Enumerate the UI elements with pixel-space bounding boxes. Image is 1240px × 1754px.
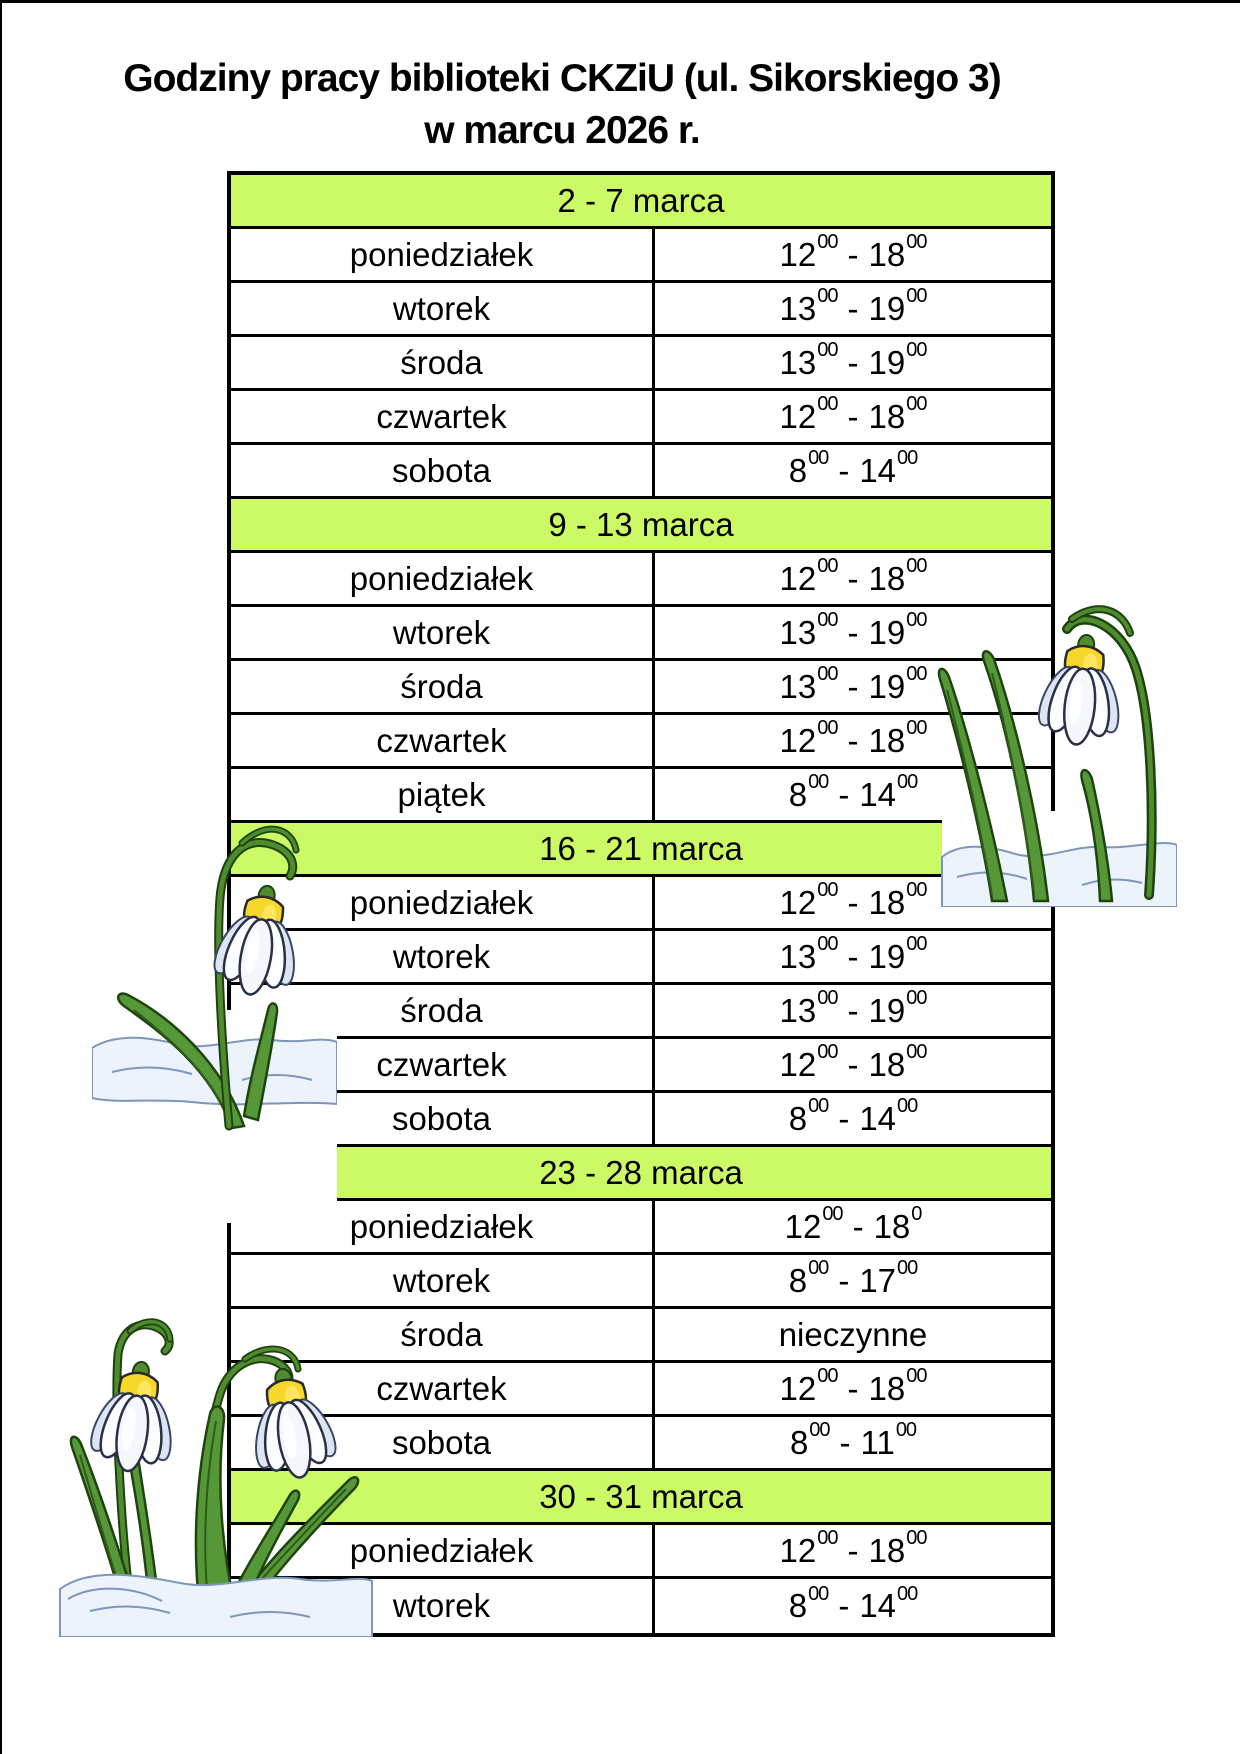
hours-separator: - (838, 1099, 850, 1137)
week-section-header: 9 - 13 marca (231, 499, 1051, 553)
open-minutes-sup: 00 (817, 555, 838, 577)
schedule-row (231, 391, 1051, 445)
open-hour: 8 (788, 1261, 808, 1299)
hours-separator: - (847, 883, 859, 921)
open-hour: 13 (779, 613, 817, 651)
open-minutes-sup: 00 (808, 1257, 829, 1279)
day-cell: sobota (231, 1417, 655, 1468)
schedule-row (231, 337, 1051, 391)
snowdrop-bottom-left-illustration (50, 1159, 375, 1637)
close-hour: 18 (868, 235, 906, 273)
hours-cell (655, 1093, 1051, 1144)
hours-cell (655, 283, 1051, 334)
closed-label: nieczynne (778, 1315, 928, 1353)
day-cell: czwartek (231, 715, 655, 766)
open-minutes-sup: 00 (808, 1582, 829, 1605)
hours-cell (655, 1579, 1051, 1633)
close-hour: 14 (859, 451, 897, 489)
open-hour: 8 (788, 1099, 808, 1137)
close-minutes-sup: 00 (906, 717, 927, 739)
day-cell: czwartek (231, 391, 655, 442)
day-cell: poniedziałek (231, 229, 655, 280)
open-hour: 8 (788, 775, 808, 813)
open-minutes-sup: 00 (822, 1203, 843, 1225)
open-hour: 13 (779, 343, 817, 381)
schedule-row (231, 1039, 1051, 1093)
close-hour: 18 (868, 1369, 906, 1407)
day-cell: wtorek (231, 1255, 655, 1306)
hours-separator: - (839, 1423, 851, 1461)
close-minutes-sup: 00 (906, 609, 927, 631)
open-minutes-sup: 00 (809, 1419, 830, 1441)
hours-separator: - (838, 1587, 850, 1624)
close-minutes-sup: 00 (895, 1419, 917, 1441)
page-title: Godziny pracy biblioteki CKZiU (ul. Sikorskiego 3) (123, 57, 1001, 100)
hours-cell (655, 1525, 1051, 1576)
close-minutes-sup: 00 (897, 1582, 918, 1605)
day-cell: poniedziałek (231, 553, 655, 604)
hours-cell (655, 1201, 1051, 1252)
close-hour: 19 (868, 991, 906, 1029)
hours-cell (655, 337, 1051, 388)
close-minutes-sup: 00 (906, 285, 927, 307)
schedule-row (231, 985, 1051, 1039)
hours-separator: - (847, 1531, 859, 1569)
open-minutes-sup: 00 (817, 987, 838, 1009)
close-hour: 14 (859, 1099, 897, 1137)
day-cell: wtorek (231, 931, 655, 982)
hours-separator: - (838, 451, 850, 489)
hours-separator: - (847, 1369, 859, 1407)
day-cell: wtorek (231, 1579, 655, 1633)
snowdrop-right-illustration (842, 595, 1177, 907)
hours-separator: - (847, 559, 859, 597)
day-cell: czwartek (231, 1039, 655, 1090)
close-minutes-sup: 00 (906, 231, 927, 253)
hours-separator: - (847, 721, 859, 759)
close-hour: 18 (868, 1045, 906, 1083)
close-hour: 18 (868, 883, 906, 921)
open-minutes-sup: 00 (808, 1095, 829, 1117)
open-minutes-sup: 00 (817, 609, 838, 631)
close-minutes-sup: 00 (906, 393, 927, 415)
schedule-row (231, 1093, 1051, 1147)
day-cell: środa (231, 661, 655, 712)
close-minutes-sup: 00 (906, 663, 927, 685)
open-minutes-sup: 00 (817, 1041, 838, 1063)
open-minutes-sup: 00 (817, 879, 838, 901)
day-cell: środa (231, 337, 655, 388)
close-minutes-sup: 00 (897, 1257, 918, 1279)
page-subtitle: w marcu 2026 r. (424, 109, 700, 152)
close-hour: 19 (868, 613, 906, 651)
close-hour: 18 (868, 1531, 906, 1569)
close-minutes-sup: 00 (897, 447, 918, 469)
open-minutes-sup: 00 (817, 663, 838, 685)
hours-separator: - (847, 397, 859, 435)
close-minutes-sup: 00 (906, 879, 927, 901)
close-minutes-sup: 00 (906, 1041, 927, 1063)
hours-cell (655, 445, 1051, 496)
day-cell: sobota (231, 445, 655, 496)
open-hour: 13 (779, 991, 817, 1029)
day-cell: wtorek (231, 607, 655, 658)
hours-separator: - (847, 343, 859, 381)
close-minutes-sup: 00 (897, 1095, 918, 1117)
schedule-row (231, 229, 1051, 283)
open-hour: 12 (779, 397, 817, 435)
hours-separator: - (838, 775, 850, 813)
open-hour: 12 (784, 1207, 822, 1245)
close-hour: 18 (868, 397, 906, 435)
hours-separator: - (847, 235, 859, 273)
open-minutes-sup: 00 (817, 393, 838, 415)
snowdrop-left-middle-illustration (92, 748, 337, 1223)
open-hour: 12 (779, 1045, 817, 1083)
hours-separator: - (838, 1261, 850, 1299)
open-hour: 12 (779, 1369, 817, 1407)
close-hour: 19 (868, 937, 906, 975)
week-section-header: 16 - 21 marca (231, 823, 1051, 877)
close-minutes-sup: 00 (906, 1365, 927, 1387)
close-minutes-sup: 00 (906, 987, 927, 1009)
day-cell: piątek (231, 769, 655, 820)
week-section-header: 23 - 28 marca (231, 1147, 1051, 1201)
day-cell: środa (231, 1309, 655, 1360)
close-minutes-sup: 00 (906, 933, 927, 955)
day-cell: poniedziałek (231, 1525, 655, 1576)
open-minutes-sup: 00 (817, 231, 838, 253)
open-hour: 8 (789, 1423, 809, 1461)
hours-cell (655, 391, 1051, 442)
day-cell: sobota (231, 1093, 655, 1144)
close-hour: 19 (868, 343, 906, 381)
hours-cell (655, 931, 1051, 982)
schedule-row (231, 283, 1051, 337)
close-hour: 14 (859, 1587, 897, 1624)
open-hour: 12 (779, 235, 817, 273)
open-hour: 12 (779, 559, 817, 597)
close-minutes-sup: 00 (906, 1527, 927, 1549)
day-cell: poniedziałek (231, 1201, 655, 1252)
open-hour: 12 (779, 721, 817, 759)
close-hour: 18 (873, 1207, 911, 1245)
close-hour: 18 (868, 559, 906, 597)
hours-cell (655, 1363, 1051, 1414)
schedule-row (231, 445, 1051, 499)
day-cell: wtorek (231, 283, 655, 334)
day-cell: poniedziałek (231, 877, 655, 928)
close-minutes-sup: 0 (911, 1203, 922, 1225)
open-minutes-sup: 00 (817, 933, 838, 955)
open-minutes-sup: 00 (817, 285, 838, 307)
open-minutes-sup: 00 (817, 1365, 838, 1387)
hours-separator: - (847, 613, 859, 651)
hours-cell (655, 1255, 1051, 1306)
hours-separator: - (847, 1045, 859, 1083)
hours-separator: - (847, 667, 859, 705)
open-hour: 8 (788, 1587, 808, 1624)
open-minutes-sup: 00 (817, 1527, 838, 1549)
open-minutes-sup: 00 (808, 771, 829, 793)
hours-cell (655, 1309, 1051, 1360)
schedule-row (231, 931, 1051, 985)
hours-cell (655, 1039, 1051, 1090)
open-minutes-sup: 00 (808, 447, 829, 469)
week-section-header: 2 - 7 marca (231, 175, 1051, 229)
hours-separator: - (847, 289, 859, 327)
close-minutes-sup: 00 (897, 771, 918, 793)
close-hour: 18 (868, 721, 906, 759)
hours-separator: - (847, 937, 859, 975)
open-hour: 13 (779, 937, 817, 975)
close-hour: 17 (859, 1261, 897, 1299)
hours-cell (655, 985, 1051, 1036)
open-hour: 13 (779, 289, 817, 327)
open-minutes-sup: 00 (817, 339, 838, 361)
close-hour: 11 (860, 1423, 895, 1461)
week-section-header: 30 - 31 marca (231, 1471, 1051, 1525)
open-minutes-sup: 00 (817, 717, 838, 739)
close-hour: 19 (868, 289, 906, 327)
close-minutes-sup: 00 (906, 555, 927, 577)
close-minutes-sup: 00 (906, 339, 927, 361)
page-title-block (2, 53, 1122, 157)
close-hour: 19 (868, 667, 906, 705)
close-hour: 14 (859, 775, 897, 813)
open-hour: 12 (779, 1531, 817, 1569)
hours-separator: - (847, 991, 859, 1029)
open-hour: 13 (779, 667, 817, 705)
open-hour: 8 (788, 451, 808, 489)
hours-cell (655, 1417, 1051, 1468)
hours-cell (655, 229, 1051, 280)
day-cell: czwartek (231, 1363, 655, 1414)
day-cell: środa (231, 985, 655, 1036)
hours-separator: - (852, 1207, 864, 1245)
open-hour: 12 (779, 883, 817, 921)
